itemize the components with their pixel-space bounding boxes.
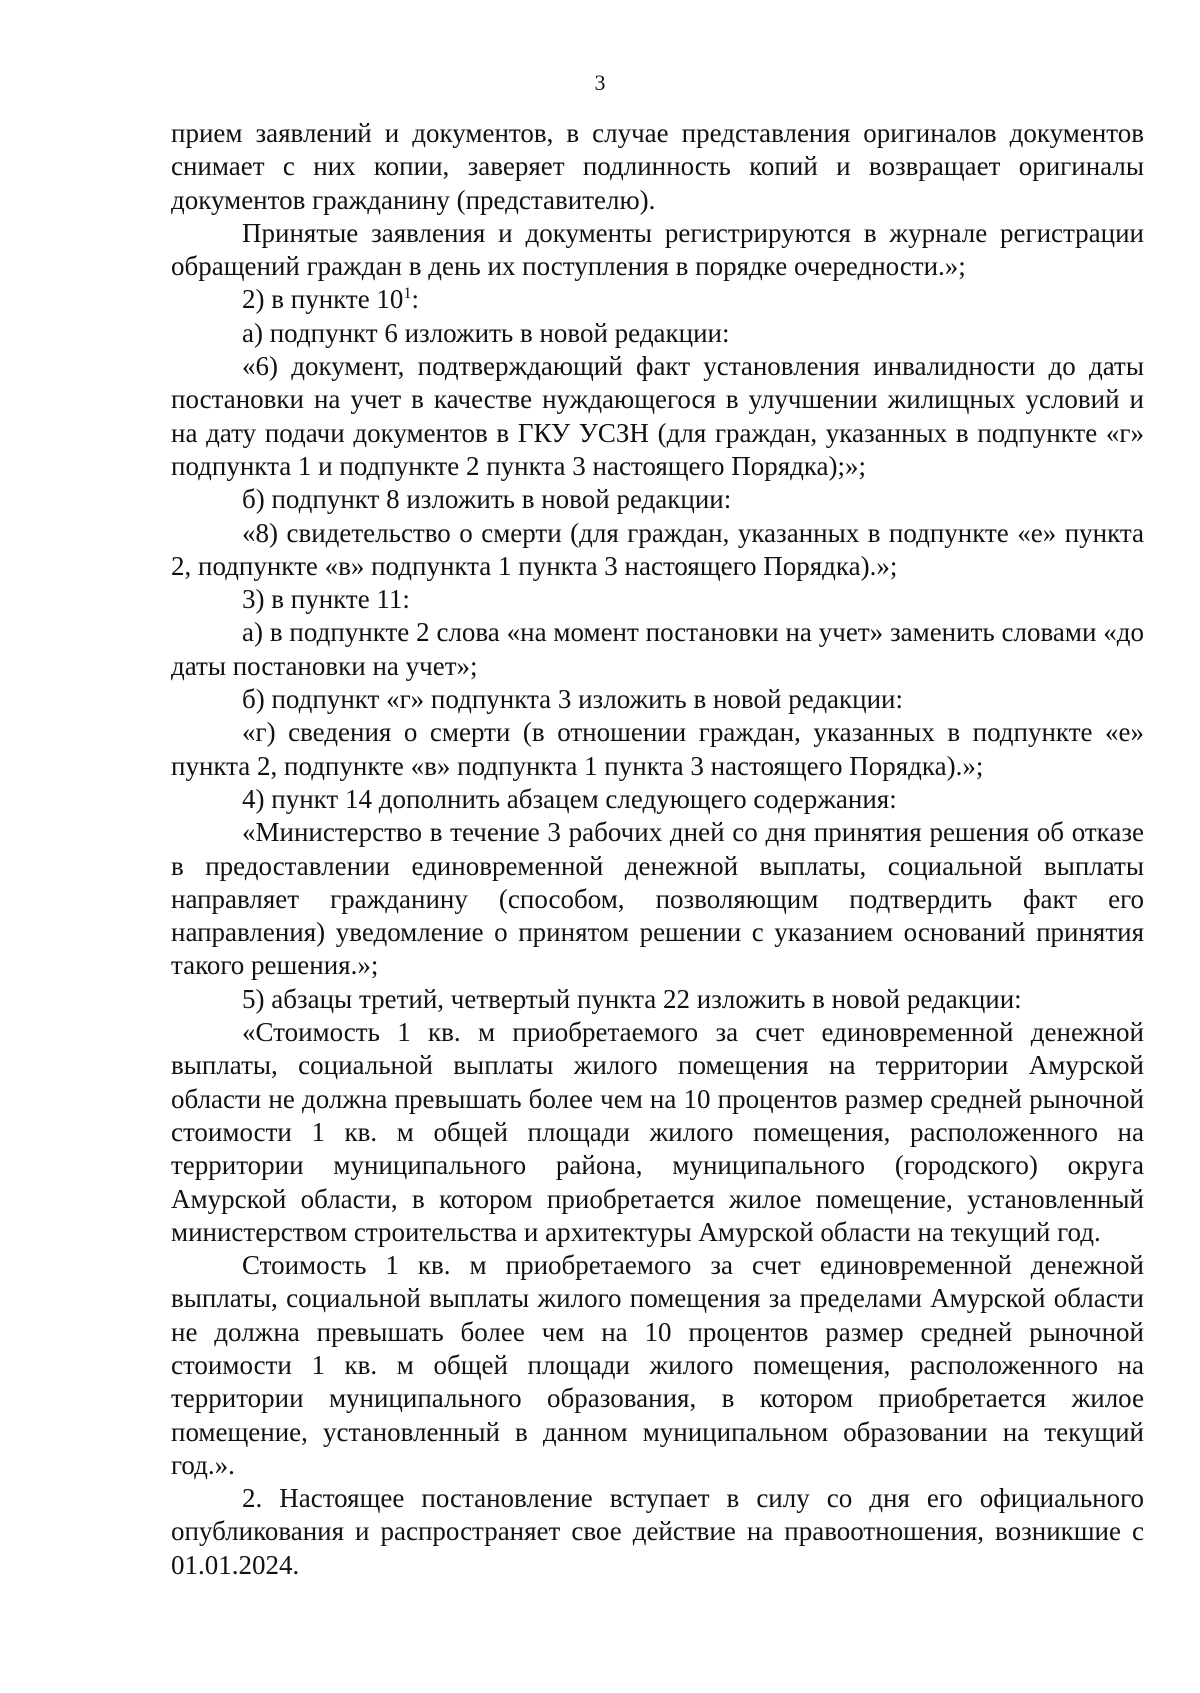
paragraph-9: а) в подпункте 2 слова «на момент постановки на учет» заменить словами «до даты постановки на учет»; <box>171 617 1144 681</box>
paragraph-15: «Стоимость 1 кв. м приобретаемого за счет единовременной денежной выплаты, социальной выплаты жилого помещения на территории Амурской области не должна превышать более чем на 10 процентов размер средней рыночной стоимости 1 кв. м общей площади жилого помещения, расположенного на территории муниципального района, муниципального (городского) округа Амурской области, в котором приобретается жилое помещение, установленный министерством строительства и архитектуры Амурской области на текущий год. <box>171 1017 1144 1247</box>
paragraph-14: 5) абзацы третий, четвертый пункта 22 изложить в новой редакции: <box>242 983 1022 1014</box>
paragraph-10: б) подпункт «г» подпункта 3 изложить в новой редакции: <box>242 684 904 715</box>
paragraph-3: 2) в пункте $10^1$: <box>242 284 419 315</box>
paragraph-6: б) подпункт 8 изложить в новой редакции: <box>242 484 732 515</box>
paragraph-13: «Министерство в течение 3 рабочих дней со дня принятия решения об отказе в предоставлении единовременной денежной выплаты, социальной выплаты направляет гражданину (способом, позволяющим подтвердить факт его направления) уведомление о принятом решении с указанием оснований принятия такого решения.»; <box>171 817 1144 981</box>
paragraph-7: «8) свидетельство о смерти (для граждан, указанных в подпункте «е» пункта 2, подпункте «в» подпункта 1 пункта 3 настоящего Порядка).»; <box>171 517 1144 581</box>
paragraph-4: а) подпункт 6 изложить в новой редакции: <box>242 317 730 348</box>
superscript: 1 <box>403 285 412 303</box>
paragraph-16: Стоимость 1 кв. м приобретаемого за счет единовременной денежной выплаты, социальной выплаты жилого помещения за пределами Амурской области не должна превышать более чем на 10 процентов размер средней рыночной стоимости 1 кв. м общей площади жилого помещения, расположенного на территории муниципального образования, в котором приобретается жилое помещение, установленный в данном муниципальном образовании на текущий год.». <box>171 1250 1144 1480</box>
document-body <box>171 117 1144 1582</box>
paragraph-17: 2. Настоящее постановление вступает в силу со дня его официального опубликования и распространяет свое действие на правоотношения, возникшие с 01.01.2024. <box>171 1483 1144 1580</box>
paragraph-1: прием заявлений и документов, в случае представления оригиналов документов снимает с них копии, заверяет подлинность копий и возвращает оригиналы документов гражданину (представителю). <box>171 118 1144 215</box>
paragraph-11: «г) сведения о смерти (в отношении граждан, указанных в подпункте «е» пункта 2, подпункте «в» подпункта 1 пункта 3 настоящего Порядка).»; <box>171 717 1144 781</box>
paragraph-5: «6) документ, подтверждающий факт установления инвалидности до даты постановки на учет в качестве нуждающегося в улучшении жилищных условий и на дату подачи документов в ГКУ УСЗН (для граждан, указанных в подпункте «г» подпункта 1 и подпункте 2 пункта 3 настоящего Порядка);»; <box>171 351 1144 481</box>
paragraph-8: 3) в пункте 11: <box>242 584 410 615</box>
paragraph-2: Принятые заявления и документы регистрируются в журнале регистрации обращений граждан в день их поступления в порядке очередности.»; <box>171 217 1144 282</box>
paragraph-12: 4) пункт 14 дополнить абзацем следующего содержания: <box>242 783 897 814</box>
page-number: 3 <box>594 70 606 95</box>
